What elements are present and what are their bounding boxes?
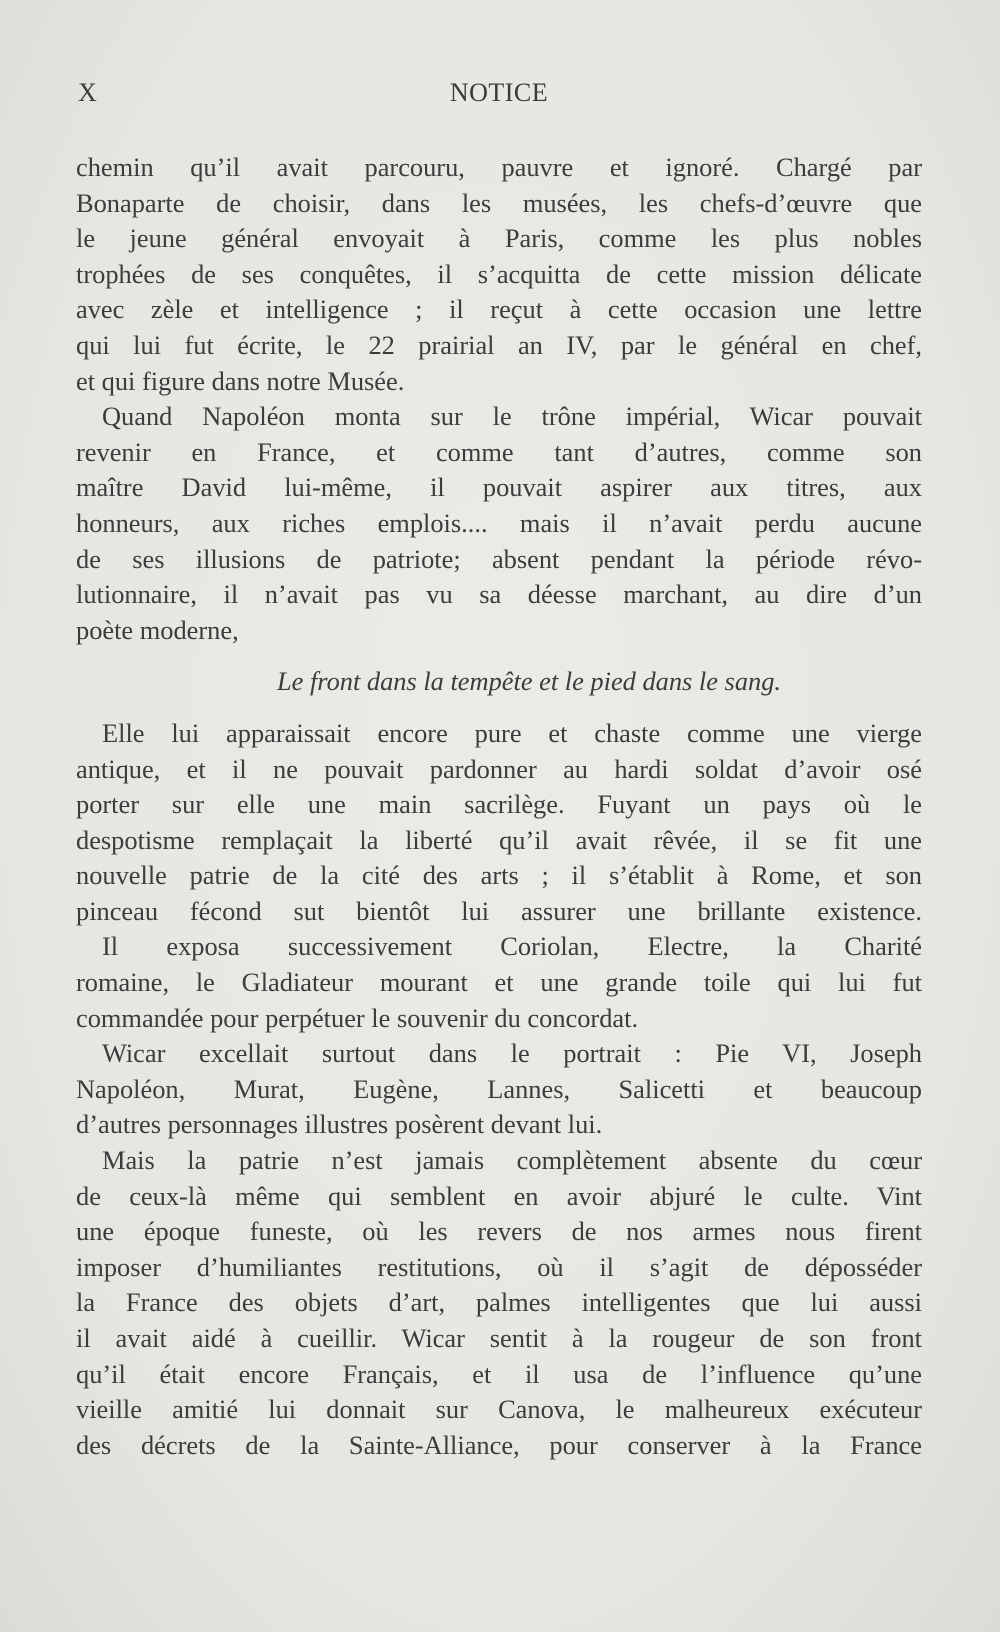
- text-line: Il exposa successivement Coriolan, Electre, la Charité: [102, 931, 922, 962]
- text-line: trophées de ses conquêtes, il s’acquitta de cette mission délicate: [76, 258, 922, 289]
- page-header: [78, 78, 920, 118]
- text-line: le jeune général envoyait à Paris, comme les plus nobles: [76, 223, 922, 254]
- text-line: Quand Napoléon monta sur le trône impérial, Wicar pouvait: [102, 401, 922, 432]
- text-line: de ses illusions de patriote; absent pendant la période révo-: [76, 543, 922, 574]
- text-line: et qui figure dans notre Musée.: [76, 365, 405, 396]
- text-line: Wicar excellait surtout dans le portrait : Pie VI, Joseph: [102, 1038, 922, 1069]
- text-line: nouvelle patrie de la cité des arts ; il s’établit à Rome, et son: [76, 860, 922, 891]
- text-line: Elle lui apparaissait encore pure et chaste comme une vierge: [102, 717, 922, 748]
- text-line: il avait aidé à cueillir. Wicar sentit à la rougeur de son front: [76, 1323, 922, 1353]
- text-line: de ceux-là même qui semblent en avoir abjuré le culte. Vint: [76, 1180, 922, 1211]
- text-line: chemin qu’il avait parcouru, pauvre et ignoré. Chargé par: [76, 152, 922, 182]
- text-line: une époque funeste, où les revers de nos armes nous firent: [76, 1216, 922, 1247]
- verse-quotation: Le front dans la tempête et le pied dans le sang.: [276, 666, 782, 697]
- text-line: imposer d’humiliantes restitutions, où il s’agit de déposséder: [76, 1251, 922, 1282]
- text-line: qu’il était encore Français, et il usa de l’influence qu’une: [76, 1358, 922, 1389]
- text-line: avec zèle et intelligence ; il reçut à cette occasion une lettre: [76, 294, 922, 325]
- text-line: revenir en France, et comme tant d’autres, comme son: [76, 436, 922, 467]
- text-line: romaine, le Gladiateur mourant et une grande toile qui lui fut: [76, 967, 922, 998]
- text-line: la France des objets d’art, palmes intelligentes que lui aussi: [76, 1287, 922, 1318]
- text-line: despotisme remplaçait la liberté qu’il avait rêvée, il se fit une: [76, 824, 922, 855]
- text-line: porter sur elle une main sacrilège. Fuyant un pays où le: [76, 789, 922, 820]
- text-line: Bonaparte de choisir, dans les musées, les chefs-d’œuvre que: [76, 187, 922, 218]
- text-line: qui lui fut écrite, le 22 prairial an IV, par le général en chef,: [76, 329, 922, 360]
- text-line: vieille amitié lui donnait sur Canova, le malheureux exécuteur: [76, 1394, 922, 1425]
- text-line: poète moderne,: [76, 614, 239, 645]
- page-number: X: [78, 78, 98, 107]
- text-line: lutionnaire, il n’avait pas vu sa déesse marchant, au dire d’un: [76, 579, 922, 610]
- text-line: maître David lui-même, il pouvait aspirer aux titres, aux: [76, 472, 922, 503]
- text-line: honneurs, aux riches emplois.... mais il n’avait perdu aucune: [76, 507, 922, 538]
- text-line: d’autres personnages illustres posèrent devant lui.: [76, 1109, 603, 1140]
- body-text: [76, 150, 922, 1463]
- text-line: des décrets de la Sainte-Alliance, pour conserver à la France: [76, 1429, 922, 1460]
- text-line: antique, et il ne pouvait pardonner au hardi soldat d’avoir osé: [76, 753, 922, 784]
- text-line: commandée pour perpétuer le souvenir du concordat.: [76, 1002, 639, 1033]
- text-line: pinceau fécond sut bientôt lui assurer une brillante existence.: [76, 895, 922, 926]
- text-line: Mais la patrie n’est jamais complètement absente du cœur: [102, 1145, 922, 1176]
- text-line: Napoléon, Murat, Eugène, Lannes, Salicetti et beaucoup: [76, 1073, 922, 1104]
- running-title: NOTICE: [449, 78, 549, 107]
